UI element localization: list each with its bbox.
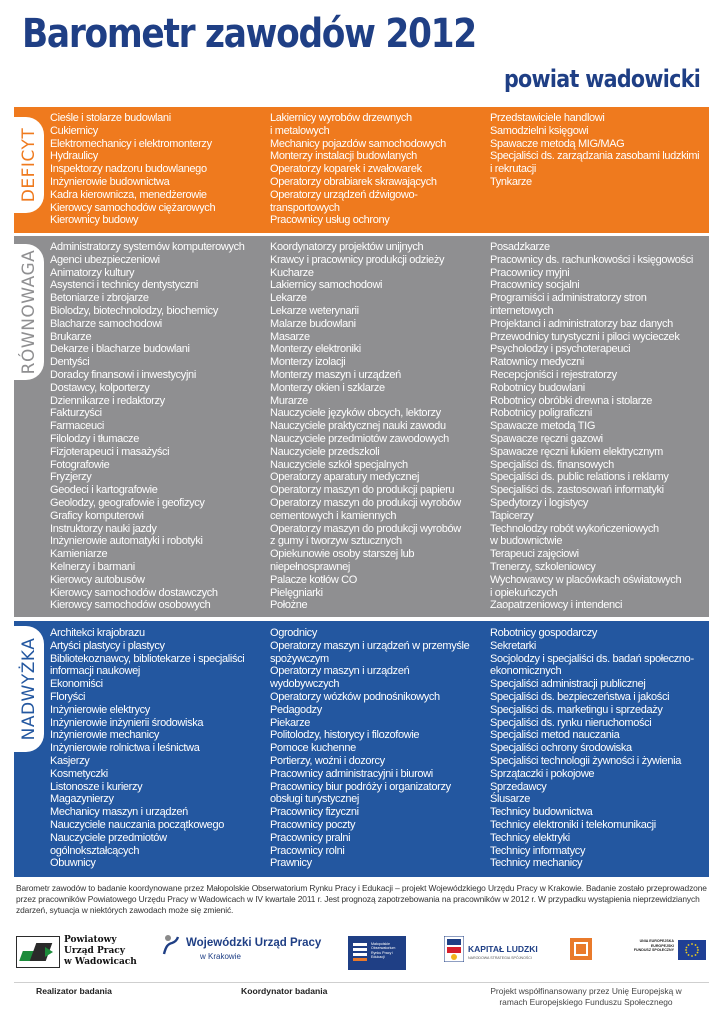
occupation-item: Specjaliści administracji publicznej <box>490 678 646 691</box>
occupation-item: Robotnicy budowlani <box>490 381 585 394</box>
occupation-item: Obuwnicy <box>50 857 96 870</box>
occupation-item: Kelnerzy i barmani <box>50 560 135 573</box>
occupation-item: Sprzątaczki i pokojowe <box>490 767 595 780</box>
occupation-item: Koordynatorzy projektów unijnych <box>270 241 424 253</box>
occupation-item: Kierowcy samochodów ciężarowych <box>50 201 216 214</box>
occupation-item: Kamieniarze <box>50 548 108 561</box>
wup-krakow-logo <box>162 934 322 968</box>
occupation-item: Pracownicy pralni <box>270 831 351 844</box>
occupation-item: Biolodzy, biotechnolodzy, biochemicy <box>50 304 218 317</box>
occupation-item: Operatorzy obrabiarek skrawających <box>270 175 437 188</box>
occupation-item: Pracownicy myjni <box>490 266 570 279</box>
occupation-item: Robotnicy obróbki drewna i stolarze <box>490 394 653 407</box>
malopolska-logo-icon <box>570 938 592 960</box>
ue-logo-text <box>632 939 674 953</box>
footer-divider <box>14 982 709 983</box>
occupation-item: Monterzy izolacji <box>270 356 346 369</box>
occupation-item: Dentyści <box>50 356 90 369</box>
occupation-item: Spawacze ręczni gazowi <box>490 432 603 445</box>
occupation-item: informacji naukowej <box>50 665 140 678</box>
section-label-rownowaga: RÓWNOWAGA <box>19 249 39 375</box>
occupation-item: Dostawcy, kolporterzy <box>50 381 150 394</box>
section-label-nadwyzka: NADWYŻKA <box>19 637 39 741</box>
occupation-item: Doradcy finansowi i inwestycyjni <box>50 368 196 381</box>
occupation-item: Socjolodzy i specjaliści ds. badań społeczno- <box>490 652 694 665</box>
occupation-item: Sprzedawcy <box>490 780 547 793</box>
section-tab <box>14 117 44 213</box>
occupation-item: Pracownicy biur podróży i organizatorzy <box>270 780 451 793</box>
occupation-item: i opiekuńczych <box>490 586 558 599</box>
occupation-item: Specjaliści technologii żywności i żywienia <box>490 754 681 767</box>
occupation-item: wydobywczych <box>270 678 340 691</box>
morpie-logo-icon <box>352 941 368 963</box>
occupation-item: Kierowcy samochodów osobowych <box>50 599 211 612</box>
occupation-item: Operatorzy aparatury medycznej <box>270 471 420 484</box>
occupation-item: Betoniarze i zbrojarze <box>50 292 149 305</box>
occupation-item: Fryzjerzy <box>50 471 92 484</box>
occupation-item: Pomoce kuchenne <box>270 742 356 755</box>
occupation-item: Pracownicy rolni <box>270 844 345 857</box>
occupation-item: Spawacze metodą MIG/MAG <box>490 137 625 150</box>
occupation-item: Specjaliści ds. marketingu i sprzedaży <box>490 703 663 716</box>
occupation-item: Technicy mechanicy <box>490 857 583 870</box>
occupation-item: Monterzy instalacji budowlanych <box>270 150 417 163</box>
occupation-item: Artyści plastycy i plastycy <box>50 639 165 652</box>
occupation-item: Listonosze i kurierzy <box>50 780 143 793</box>
occupation-item: Ratownicy medyczni <box>490 356 584 369</box>
occupation-item: Trenerzy, szkoleniowcy <box>490 560 596 573</box>
occupation-item: Zaopatrzeniowcy i intendenci <box>490 599 623 612</box>
page-title: Barometr zawodów 2012 <box>22 11 476 57</box>
occupation-item: Brukarze <box>50 330 92 343</box>
occupation-item: Inżynierowie inżynierii środowiska <box>50 716 204 729</box>
occupation-item: Specjaliści ds. public relations i reklamy <box>490 471 669 484</box>
occupation-item: Opiekunowie osoby starszej lub <box>270 548 415 561</box>
occupation-item: Lakiernicy samochodowi <box>270 279 383 292</box>
morpie-logo-text: Małopolskie Obserwatorium Rynku Pracy i Edukacji <box>371 942 396 960</box>
occupation-item: Ślusarze <box>490 793 530 806</box>
kapital-ludzki-icon <box>444 936 464 962</box>
occupation-item: Fakturzyści <box>50 407 102 420</box>
occupation-item: Blacharze samochodowi <box>50 317 162 330</box>
unia-europejska-logo <box>632 936 708 970</box>
occupation-item: Sekretarki <box>490 639 537 652</box>
occupation-item: Murarze <box>270 394 308 407</box>
occupation-item: Animatorzy kultury <box>50 266 135 279</box>
occupation-item: niepełnosprawnej <box>270 560 351 573</box>
occupation-item: Dekarze i blacharze budowlani <box>50 343 190 356</box>
morpie-logo <box>348 936 406 970</box>
occupation-item: Specjaliści ds. rynku nieruchomości <box>490 716 652 729</box>
occupation-item: Lekarze weterynarii <box>270 304 359 317</box>
kapital-ludzki-sub: NARODOWA STRATEGIA SPÓJNOŚCI <box>468 956 532 960</box>
occupation-item: Specjaliści ds. zarządzania zasobami ludzkimi <box>490 150 700 163</box>
occupation-item: Architekci krajobrazu <box>50 627 145 639</box>
section-tab <box>14 244 44 380</box>
section-rownowaga <box>14 236 709 617</box>
occupation-item: Kosmetyczki <box>50 767 108 780</box>
pup-logo-line: Urząd Pracy <box>64 946 126 956</box>
pup-logo-icon <box>16 936 60 968</box>
occupation-item: Tapicerzy <box>490 509 534 522</box>
occupation-item: Monterzy okien i szklarze <box>270 381 385 394</box>
occupation-item: Pracownicy ds. rachunkowości i księgowości <box>490 253 693 266</box>
occupation-item: Operatorzy maszyn do produkcji wyrobów <box>270 496 461 509</box>
occupation-item: Cukiernicy <box>50 124 98 137</box>
occupation-item: Cieśle i stolarze budowlani <box>50 112 171 124</box>
occupation-item: Przewodnicy turystyczni i piloci wycieczek <box>490 330 680 343</box>
occupation-item: Posadzkarze <box>490 241 550 253</box>
occupation-item: Pracownicy usług ochrony <box>270 214 390 227</box>
caption-project: Projekt współfinansowany przez Unię Europejską w ramach Europejskiego Funduszu Społecznego <box>490 986 682 1007</box>
occupation-item: Technicy elektroniki i telekomunikacji <box>490 818 656 831</box>
pup-logo-text <box>64 935 154 968</box>
occupation-item: z gumy i tworzyw sztucznych <box>270 535 402 548</box>
occupation-item: ogólnokształcących <box>50 844 140 857</box>
occupation-item: Fotografowie <box>50 458 110 471</box>
kapital-ludzki-logo <box>444 934 544 970</box>
occupation-item: ekonomicznych <box>490 665 562 678</box>
occupation-item: Spedytorzy i logistycy <box>490 496 589 509</box>
occupation-item: internetowych <box>490 304 554 317</box>
occupation-item: Inżynierowie rolnictwa i leśnictwa <box>50 742 200 755</box>
occupation-item: Recepcjoniści i rejestratorzy <box>490 368 617 381</box>
occupation-item: Inżynierowie mechanicy <box>50 729 160 742</box>
occupation-item: cementowych i kamiennych <box>270 509 397 522</box>
kapital-ludzki-name: KAPITAŁ LUDZKI <box>468 944 538 954</box>
occupation-item: Inżynierowie elektrycy <box>50 703 150 716</box>
occupation-item: Terapeuci zajęciowi <box>490 548 579 561</box>
occupation-item: Kasjerzy <box>50 754 90 767</box>
pup-logo-line: Powiatowy <box>64 935 117 945</box>
occupation-item: Dziennikarze i redaktorzy <box>50 394 165 407</box>
occupation-column <box>490 112 704 189</box>
occupation-item: Asystenci i technicy dentystyczni <box>50 279 199 292</box>
occupation-item: Krawcy i pracownicy produkcji odzieży <box>270 253 445 266</box>
caption-koordynator: Koordynator badania <box>241 986 328 996</box>
occupation-column <box>270 112 480 227</box>
occupation-item: Geolodzy, geografowie i geofizycy <box>50 496 205 509</box>
occupation-item: Operatorzy koparek i zwałowarek <box>270 163 422 176</box>
occupation-item: Inspektorzy nadzoru budowlanego <box>50 163 207 176</box>
occupation-item: transportowych <box>270 201 340 214</box>
occupation-item: Samodzielni księgowi <box>490 124 589 137</box>
section-label-deficyt: DEFICYT <box>19 127 39 203</box>
section-nadwyzka <box>14 621 709 877</box>
occupation-item: Hydraulicy <box>50 150 98 163</box>
occupation-item: w budownictwie <box>490 535 563 548</box>
occupation-item: Operatorzy urządzeń dźwigowo- <box>270 188 418 201</box>
occupation-item: Pielęgniarki <box>270 586 323 599</box>
wup-logo-name: Wojewódzki Urząd Pracy <box>186 937 322 949</box>
occupation-item: Specjaliści metod nauczania <box>490 729 620 742</box>
wup-logo-city: w Krakowie <box>200 952 241 961</box>
occupation-column <box>270 241 480 612</box>
occupation-item: Pracownicy poczty <box>270 818 356 831</box>
occupation-item: Pedagodzy <box>270 703 322 716</box>
occupation-item: Specjaliści ochrony środowiska <box>490 742 632 755</box>
occupation-item: Kucharze <box>270 266 314 279</box>
occupation-item: Floryści <box>50 690 86 703</box>
occupation-item: Operatorzy maszyn do produkcji papieru <box>270 484 455 497</box>
occupation-item: Piekarze <box>270 716 310 729</box>
occupation-item: Tynkarze <box>490 175 532 188</box>
occupation-item: Specjaliści ds. zastosowań informatyki <box>490 484 664 497</box>
occupation-item: Fizjoterapeuci i masażyści <box>50 445 170 458</box>
pup-logo-line: w Wadowicach <box>64 957 137 967</box>
occupation-item: Technicy budownictwa <box>490 806 593 819</box>
occupation-item: Kierowcy samochodów dostawczych <box>50 586 218 599</box>
occupation-item: Palacze kotłów CO <box>270 573 357 586</box>
person-figure-icon <box>162 934 180 956</box>
eu-flag-icon <box>678 940 706 960</box>
occupation-item: Pracownicy socjalni <box>490 279 580 292</box>
occupation-item: Monterzy maszyn i urządzeń <box>270 368 401 381</box>
occupation-item: i rekrutacji <box>490 163 536 176</box>
occupation-item: Malarze budowlani <box>270 317 356 330</box>
logo-bar <box>14 930 709 982</box>
occupation-item: Magazynierzy <box>50 793 114 806</box>
occupation-column <box>50 241 260 612</box>
occupation-item: Nauczyciele praktycznej nauki zawodu <box>270 420 446 433</box>
occupation-item: Lekarze <box>270 292 307 305</box>
occupation-item: Administratorzy systemów komputerowych <box>50 241 245 253</box>
ue-logo-line: UNIA EUROPEJSKA <box>639 939 674 943</box>
section-deficyt <box>14 107 709 233</box>
occupation-item: obsługi turystycznej <box>270 793 359 806</box>
occupation-item: Portierzy, woźni i dozorcy <box>270 754 385 767</box>
occupation-item: Nauczyciele szkół specjalnych <box>270 458 408 471</box>
occupation-item: Ogrodnicy <box>270 627 317 639</box>
occupation-item: i metalowych <box>270 124 330 137</box>
occupation-item: Specjaliści ds. finansowych <box>490 458 614 471</box>
occupation-item: Lakiernicy wyrobów drzewnych <box>270 112 412 124</box>
occupation-item: Nauczyciele przedszkoli <box>270 445 380 458</box>
occupation-item: Operatorzy maszyn do produkcji wyrobów <box>270 522 461 535</box>
occupation-column <box>490 627 704 870</box>
footnote: Barometr zawodów to badanie koordynowane przez Małopolskie Obserwatorium Rynku Pracy i Edukacji – projekt Wojewódzkiego Urzędu Pracy w Krakowie. Badanie zostało przeprowadzone przez pracowników Powiatowego Urzędu Pracy w Wadowicach w IV kwartale 2011 r. Jest prognozą zapotrzebowania na pracowników w 2012 r. W przypadku wystąpienia nieprzewidzianych zdarzeń, sytuacja w niektórych zawodach może się zmienić. <box>16 883 707 915</box>
occupation-item: Bibliotekoznawcy, bibliotekarze i specjaliści <box>50 652 245 665</box>
occupation-item: Programiści i administratorzy stron <box>490 292 647 305</box>
occupation-item: Przedstawiciele handlowi <box>490 112 605 124</box>
occupation-item: Pracownicy administracyjni i biurowi <box>270 767 433 780</box>
occupation-item: Pracownicy fizyczni <box>270 806 359 819</box>
occupation-item: Masarze <box>270 330 310 343</box>
occupation-item: Geodeci i kartografowie <box>50 484 158 497</box>
caption-realizator: Realizator badania <box>36 986 112 996</box>
occupation-item: Mechanicy maszyn i urządzeń <box>50 806 188 819</box>
occupation-item: Technolodzy robót wykończeniowych <box>490 522 659 535</box>
occupation-item: Psycholodzy i psychoterapeuci <box>490 343 631 356</box>
occupation-item: Robotnicy poligraficzni <box>490 407 593 420</box>
ue-logo-line: FUNDUSZ SPOŁECZNY <box>633 948 674 953</box>
occupation-item: Inżynierowie budownictwa <box>50 175 170 188</box>
occupation-item: Elektromechanicy i elektromonterzy <box>50 137 212 150</box>
section-tab <box>14 626 44 752</box>
occupation-item: Mechanicy pojazdów samochodowych <box>270 137 446 150</box>
occupation-item: spożywczym <box>270 652 329 665</box>
occupation-item: Projektanci i administratorzy baz danych <box>490 317 673 330</box>
occupation-column <box>270 627 480 870</box>
occupation-item: Kadra kierownicza, menedżerowie <box>50 188 207 201</box>
occupation-item: Operatorzy wózków podnośnikowych <box>270 690 440 703</box>
occupation-item: Kierowcy autobusów <box>50 573 145 586</box>
occupation-item: Operatorzy maszyn i urządzeń <box>270 665 410 678</box>
occupation-item: Wychowawcy w placówkach oświatowych <box>490 573 682 586</box>
page-subtitle: powiat wadowicki <box>503 65 700 93</box>
occupation-item: Nauczyciele nauczania początkowego <box>50 818 224 831</box>
occupation-item: Filolodzy i tłumacze <box>50 432 139 445</box>
occupation-item: Monterzy elektroniki <box>270 343 361 356</box>
occupation-item: Prawnicy <box>270 857 312 870</box>
occupation-item: Agenci ubezpieczeniowi <box>50 253 160 266</box>
occupation-item: Instruktorzy nauki jazdy <box>50 522 157 535</box>
occupation-item: Kierownicy budowy <box>50 214 139 227</box>
occupation-item: Nauczyciele języków obcych, lektorzy <box>270 407 441 420</box>
occupation-item: Graficy komputerowi <box>50 509 144 522</box>
occupation-item: Ekonomiści <box>50 678 103 691</box>
occupation-column <box>50 112 260 227</box>
occupation-item: Technicy elektryki <box>490 831 570 844</box>
occupation-item: Politolodzy, historycy i filozofowie <box>270 729 420 742</box>
occupation-item: Spawacze metodą TIG <box>490 420 596 433</box>
occupation-column <box>490 241 704 612</box>
occupation-item: Robotnicy gospodarczy <box>490 627 597 639</box>
occupation-column <box>50 627 260 870</box>
occupation-item: Nauczyciele przedmiotów zawodowych <box>270 432 449 445</box>
pup-wadowice-logo <box>16 936 156 970</box>
occupation-item: Specjaliści ds. bezpieczeństwa i jakości <box>490 690 670 703</box>
occupation-item: Nauczyciele przedmiotów <box>50 831 167 844</box>
occupation-item: Spawacze ręczni łukiem elektrycznym <box>490 445 663 458</box>
occupation-item: Położne <box>270 599 308 612</box>
occupation-item: Operatorzy maszyn i urządzeń w przemyśle <box>270 639 470 652</box>
occupation-item: Farmaceuci <box>50 420 104 433</box>
ue-logo-line: EUROPEJSKI <box>650 943 674 948</box>
occupation-item: Inżynierowie automatyki i robotyki <box>50 535 203 548</box>
occupation-item: Technicy informatycy <box>490 844 586 857</box>
